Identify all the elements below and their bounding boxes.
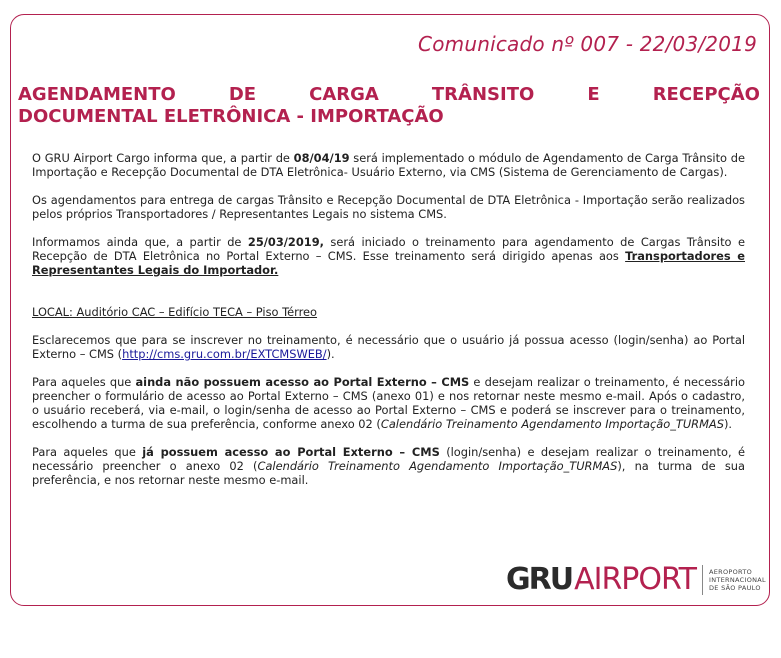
paragraph-has-access — [32, 445, 745, 487]
logo-subtitle-line: INTERNACIONAL — [709, 576, 766, 584]
implementation-date: 08/04/19 — [293, 151, 350, 165]
logo-subtitle-line: AEROPORTO — [709, 568, 753, 576]
title-line-2: DOCUMENTAL ELETRÔNICA - IMPORTAÇÃO — [18, 106, 444, 127]
logo-subtitle — [709, 568, 766, 592]
paragraph-no-access — [32, 375, 745, 431]
text-span: Esclarecemos que para se inscrever no treinamento, é necessário que o usuário já possua acesso (login/senha) ao Portal Externo – CMS ( — [32, 333, 745, 361]
training-audience: Transportadores e Representantes Legais do Importador. — [32, 249, 745, 277]
text-span: (login/senha) e desejam realizar o treinamento, é necessário preencher o anexo 02 ( — [32, 445, 745, 473]
text-span: Para aqueles que — [32, 445, 143, 459]
title-line-1: AGENDAMENTO DE CARGA TRÂNSITO E RECEPÇÃO — [18, 84, 760, 105]
gru-airport-logo — [506, 562, 766, 598]
text-span: O GRU Airport Cargo informa que, a partir de — [32, 151, 294, 165]
text-span: e desejam realizar o treinamento, é necessário preencher o formulário de acesso ao Portal Externo – CMS (anexo 01) e nos retornar neste mesmo e-mail. Após o cadastro, o usuário receberá, via e-mail, o login/senha de acesso ao Portal Externo – CMS e poderá se inscrever para o treinamento, escolhendo a turma de sua preferência, conforme anexo 02 ( — [32, 375, 745, 431]
paragraph-location — [32, 305, 745, 319]
text-span: ). — [326, 347, 335, 361]
annex-name: Calendário Treinamento Agendamento Importação_TURMAS — [257, 459, 618, 473]
cms-portal-link[interactable]: http://cms.gru.com.br/EXTCMSWEB/ — [122, 347, 327, 361]
communique-number: Comunicado nº 007 - 22/03/2019 — [418, 32, 757, 56]
text-span: será implementado o módulo de Agendamento de Carga Trânsito de Importação e Recepção Documental de DTA Eletrônica- Usuário Externo, via CMS (Sistema de Gerenciamento de Cargas). — [32, 151, 745, 179]
logo-gru-text: GRU — [506, 562, 573, 597]
paragraph-training — [32, 235, 745, 277]
annex-name: Calendário Treinamento Agendamento Importação_TURMAS — [380, 417, 724, 431]
text-span: ), na turma de sua preferência, e nos retornar neste mesmo e-mail. — [32, 459, 745, 487]
document-body — [32, 151, 745, 501]
paragraph-implementation — [32, 151, 745, 179]
has-access-emphasis: já possuem acesso ao Portal Externo – CMS — [142, 445, 440, 459]
text-span: será iniciado o treinamento para agendamento de Cargas Trânsito e Recepção de DTA Eletrônica no Portal Externo – CMS. Esse treinamento será dirigido apenas aos — [32, 235, 745, 263]
text-span: Informamos ainda que, a partir de — [32, 235, 248, 249]
training-location: LOCAL: Auditório CAC – Edifício TECA – Piso Térreo — [32, 305, 318, 319]
training-date: 25/03/2019, — [247, 235, 324, 249]
paragraph-scheduling: Os agendamentos para entrega de cargas Trânsito e Recepção Documental de DTA Eletrônica - Importação serão realizados pelos próprios Transportadores / Representantes Legais no sistema CMS. — [32, 193, 745, 221]
logo-subtitle-line: DE SÃO PAULO — [709, 584, 761, 592]
no-access-emphasis: ainda não possuem acesso ao Portal Externo – CMS — [135, 375, 470, 389]
paragraph-registration — [32, 333, 745, 361]
logo-airport-text: AIRPORT — [574, 562, 696, 597]
logo-divider — [702, 565, 703, 595]
text-span: ). — [723, 417, 733, 431]
text-span: Para aqueles que — [32, 375, 136, 389]
page-title — [18, 84, 760, 128]
